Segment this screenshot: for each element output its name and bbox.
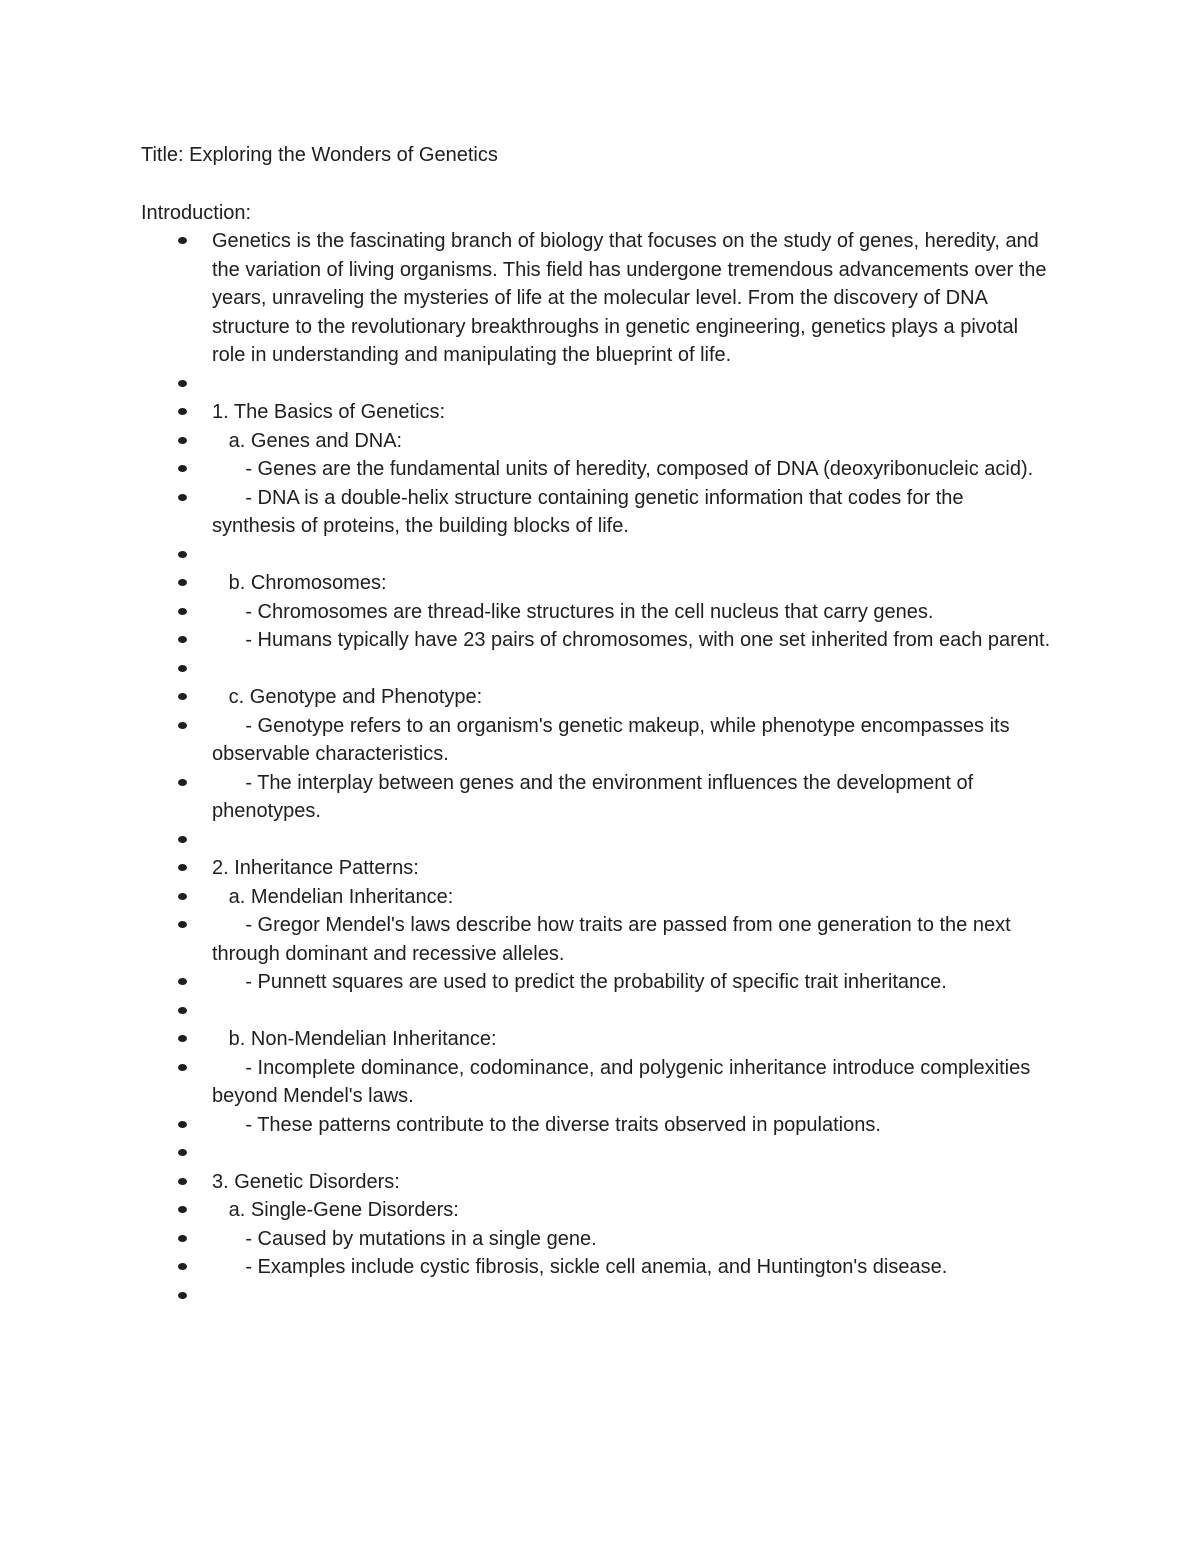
list-item: [0, 883, 1052, 912]
bullet-icon: [178, 779, 187, 786]
bullet-icon: [178, 1121, 187, 1128]
list-item-text: 3. Genetic Disorders:: [212, 1170, 400, 1193]
bullet-list: [0, 227, 1200, 1310]
list-item: [0, 769, 1052, 826]
list-item: [0, 683, 1052, 712]
bullet-icon: [178, 1292, 187, 1299]
list-item-text: - DNA is a double-helix structure containing genetic information that codes for the synthesis of proteins, the building blocks of life.: [212, 486, 970, 537]
bullet-icon: [178, 1064, 187, 1071]
list-item: [0, 1253, 1052, 1282]
list-item-text: - Incomplete dominance, codominance, and polygenic inheritance introduce complexities beyond Mendel's laws.: [212, 1056, 1036, 1107]
bullet-icon: [178, 1263, 187, 1270]
bullet-icon: [178, 408, 187, 415]
list-item-text: - These patterns contribute to the diverse traits observed in populations.: [212, 1113, 881, 1136]
bullet-icon: [178, 437, 187, 444]
list-item: [0, 1025, 1052, 1054]
list-item-text: - Gregor Mendel's laws describe how traits are passed from one generation to the next through dominant and recessive alleles.: [212, 914, 1017, 965]
bullet-icon: [178, 1206, 187, 1213]
list-item: [0, 626, 1052, 655]
bullet-icon: [178, 893, 187, 900]
list-item: [0, 1054, 1052, 1111]
list-item-text: a. Single-Gene Disorders:: [212, 1199, 459, 1221]
bullet-icon: [178, 722, 187, 729]
bullet-icon: [178, 1035, 187, 1042]
list-item-text: Genetics is the fascinating branch of biology that focuses on the study of genes, heredity, and the variation of living organisms. This field has undergone tremendous advancements over the years, unraveling the mysteries of life at the molecular level. From the discovery of DNA structure to the revolutionary breakthroughs in genetic engineering, genetics plays a pivotal role in understanding and manipulating the blueprint of life.: [212, 230, 1053, 366]
list-item-text: - Examples include cystic fibrosis, sickle cell anemia, and Huntington's disease.: [212, 1256, 948, 1278]
bullet-icon: [178, 1178, 187, 1185]
bullet-icon: [178, 1007, 187, 1014]
bullet-icon: [178, 380, 187, 387]
list-item: [0, 997, 1052, 1026]
list-item-text: - Genes are the fundamental units of heredity, composed of DNA (deoxyribonucleic acid).: [212, 458, 1034, 480]
list-item: [0, 1282, 1052, 1311]
list-item: [0, 569, 1052, 598]
list-item: [0, 854, 1052, 883]
bullet-icon: [178, 693, 187, 700]
bullet-icon: [178, 237, 187, 244]
bullet-icon: [178, 608, 187, 615]
list-item: [0, 541, 1052, 570]
list-item: [0, 398, 1052, 427]
document-title: Title: Exploring the Wonders of Genetics: [141, 144, 498, 166]
bullet-icon: [178, 1235, 187, 1242]
list-item: [0, 655, 1052, 684]
list-item: [0, 1111, 1052, 1140]
list-item-text: c. Genotype and Phenotype:: [212, 686, 483, 708]
bullet-icon: [178, 921, 187, 928]
list-item-text: 2. Inheritance Patterns:: [212, 857, 419, 879]
list-item: [0, 968, 1052, 997]
list-item-text: a. Mendelian Inheritance:: [212, 885, 454, 908]
list-item: [0, 712, 1052, 769]
list-item: [0, 370, 1052, 399]
list-item: [0, 1196, 1052, 1225]
list-item-text: b. Non-Mendelian Inheritance:: [212, 1028, 497, 1050]
list-item: [0, 1139, 1052, 1168]
list-item-text: - Chromosomes are thread-like structures in the cell nucleus that carry genes.: [212, 600, 934, 623]
list-item: [0, 826, 1052, 855]
list-item: [0, 484, 1052, 541]
introduction-heading: Introduction:: [141, 202, 252, 224]
bullet-icon: [178, 636, 187, 643]
list-item-text: b. Chromosomes:: [212, 572, 387, 594]
bullet-icon: [178, 1149, 187, 1156]
list-item: [0, 1168, 1052, 1197]
list-item: [0, 1225, 1052, 1254]
list-item-text: - Humans typically have 23 pairs of chromosomes, with one set inherited from each parent.: [212, 629, 1051, 651]
list-item-text: - Caused by mutations in a single gene.: [212, 1227, 597, 1250]
list-item-text: - Punnett squares are used to predict the probability of specific trait inheritance.: [212, 971, 947, 993]
list-item-text: 1. The Basics of Genetics:: [212, 401, 446, 423]
bullet-icon: [178, 551, 187, 558]
bullet-icon: [178, 665, 187, 672]
list-item: [0, 598, 1052, 627]
list-item: [0, 227, 1052, 370]
bullet-icon: [178, 978, 187, 985]
list-item: [0, 455, 1052, 484]
bullet-icon: [178, 465, 187, 472]
bullet-icon: [178, 864, 187, 871]
bullet-icon: [178, 836, 187, 843]
list-item: [0, 427, 1052, 456]
bullet-icon: [178, 579, 187, 586]
list-item-text: - Genotype refers to an organism's genetic makeup, while phenotype encompasses its observable characteristics.: [212, 714, 1016, 765]
bullet-icon: [178, 494, 187, 501]
list-item: [0, 911, 1052, 968]
list-item-text: - The interplay between genes and the environment influences the development of phenotypes.: [212, 771, 979, 822]
list-item-text: a. Genes and DNA:: [212, 429, 403, 452]
